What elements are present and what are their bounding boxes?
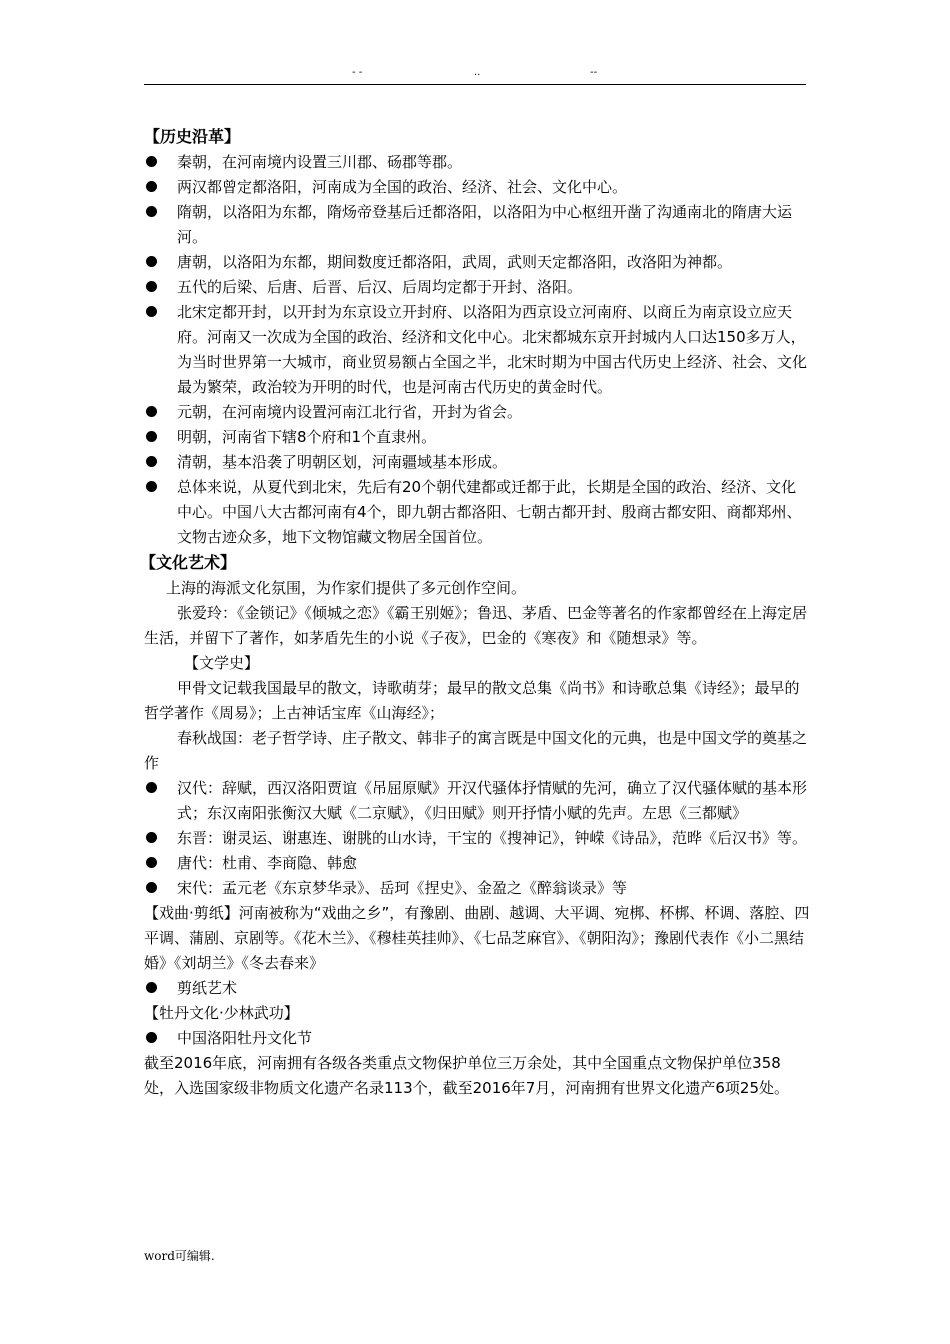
culture-intro: 上海的海派文化氛围，为作家们提供了多元创作空间。 <box>166 579 527 597</box>
document-body <box>140 124 810 1101</box>
peony-heading: 【牡丹文化·少林武功】 <box>144 1004 299 1022</box>
list-item: 汉代：辞赋，西汉洛阳贾谊《吊屈原赋》开汉代骚体抒情赋的先河，确立了汉代骚体赋的基本形式；东汉南阳张衡汉大赋《二京赋》，《归田赋》则开抒情小赋的先声。左思《三都赋》 <box>144 776 810 826</box>
bullet-icon <box>146 256 157 267</box>
bullet-icon <box>146 882 157 893</box>
page-footer: word可编辑. <box>144 1249 215 1263</box>
culture-heading: 【文化艺术】 <box>140 553 237 572</box>
bullet-icon <box>146 782 157 793</box>
bullet-icon <box>146 306 157 317</box>
bullet-icon <box>146 281 157 292</box>
papercut-list <box>144 976 810 1001</box>
list-item: 清朝，基本沿袭了明朝区划，河南疆域基本形成。 <box>144 450 810 475</box>
header-left-mark: - - <box>352 67 363 78</box>
bullet-icon <box>146 181 157 192</box>
literature-heading: 【文学史】 <box>184 654 260 672</box>
bullet-icon <box>146 982 157 993</box>
spring-autumn-paragraph: 春秋战国：老子哲学诗、庄子散文、韩非子的寓言既是中国文化的元典，也是中国文学的奠基之作 <box>144 729 808 772</box>
bullet-icon <box>146 431 157 442</box>
list-item: 北宋定都开封，以开封为东京设立开封府、以洛阳为西京设立河南府、以商丘为南京设立应天府。河南又一次成为全国的政治、经济和文化中心。北宋都城东京开封城内人口达150多万人，为当时世界第一大城市，商业贸易额占全国之半，北宋时期为中国古代历史上经济、社会、文化最为繁荣，政治较为开明的时代，也是河南古代历史的黄金时代。 <box>144 300 810 400</box>
list-item: 两汉都曾定都洛阳，河南成为全国的政治、经济、社会、文化中心。 <box>144 175 810 200</box>
bullet-icon <box>146 456 157 467</box>
bullet-icon <box>146 1032 157 1043</box>
oracle-paragraph: 甲骨文记载我国最早的散文，诗歌萌芽；最早的散文总集《尚书》和诗歌总集《诗经》；最早的哲学著作《周易》；上古神话宝库《山海经》； <box>144 679 800 722</box>
history-list <box>144 150 810 550</box>
header-center-mark: .. <box>474 67 481 78</box>
header-right-mark: -- <box>590 67 598 78</box>
history-heading: 【历史沿革】 <box>144 127 241 146</box>
bullet-icon <box>146 832 157 843</box>
peony-list <box>144 1026 810 1051</box>
list-item: 中国洛阳牡丹文化节 <box>144 1026 810 1051</box>
bullet-icon <box>146 406 157 417</box>
list-item: 元朝，在河南境内设置河南江北行省，开封为省会。 <box>144 400 810 425</box>
list-item: 明朝，河南省下辖8个府和1个直隶州。 <box>144 425 810 450</box>
writers-paragraph: 张爱玲：《金锁记》《倾城之恋》《霸王别姬》；鲁迅、茅盾、巴金等著名的作家都曾经在上海定居生活，并留下了著作，如茅盾先生的小说《子夜》，巴金的《寒夜》和《随想录》等。 <box>144 604 808 647</box>
dynasty-list <box>144 776 810 901</box>
list-item: 秦朝，在河南境内设置三川郡、砀郡等郡。 <box>144 150 810 175</box>
page-header <box>144 66 806 85</box>
bullet-icon <box>146 206 157 217</box>
heritage-paragraph: 截至2016年底，河南拥有各级各类重点文物保护单位三万余处，其中全国重点文物保护单位358处，入选国家级非物质文化遗产名录113个，截至2016年7月，河南拥有世界文化遗产6项25处。 <box>144 1054 789 1097</box>
list-item: 唐代：杜甫、李商隐、韩愈 <box>144 851 810 876</box>
list-item: 宋代：孟元老《东京梦华录》、岳珂《捏史》、金盈之《醉翁谈录》等 <box>144 876 810 901</box>
bullet-icon <box>146 156 157 167</box>
bullet-icon <box>146 857 157 868</box>
opera-paragraph: 【戏曲·剪纸】河南被称为“戏曲之乡”，有豫剧、曲剧、越调、大平调、宛梆、杯梆、杯调、落腔、四平调、蒲剧、京剧等。《花木兰》、《穆桂英挂帅》、《七品芝麻官》、《朝阳沟》；豫剧代表作《小二黑结婚》《刘胡兰》《冬去春来》 <box>144 904 810 972</box>
list-item: 五代的后梁、后唐、后晋、后汉、后周均定都于开封、洛阳。 <box>144 275 810 300</box>
list-item: 总体来说，从夏代到北宋，先后有20个朝代建都或迁都于此，长期是全国的政治、经济、文化中心。中国八大古都河南有4个，即九朝古都洛阳、七朝古都开封、殷商古都安阳、商都郑州、文物古迹众多，地下文物馆藏文物居全国首位。 <box>144 475 810 550</box>
list-item: 唐朝，以洛阳为东都，期间数度迁都洛阳，武周，武则天定都洛阳，改洛阳为神都。 <box>144 250 810 275</box>
list-item: 东晋：谢灵运、谢惠连、谢朓的山水诗，干宝的《搜神记》，钟嵘《诗品》，范晔《后汉书》等。 <box>144 826 810 851</box>
bullet-icon <box>146 481 157 492</box>
list-item: 隋朝，以洛阳为东都，隋炀帝登基后迁都洛阳，以洛阳为中心枢纽开凿了沟通南北的隋唐大运河。 <box>144 200 810 250</box>
list-item: 剪纸艺术 <box>144 976 810 1001</box>
